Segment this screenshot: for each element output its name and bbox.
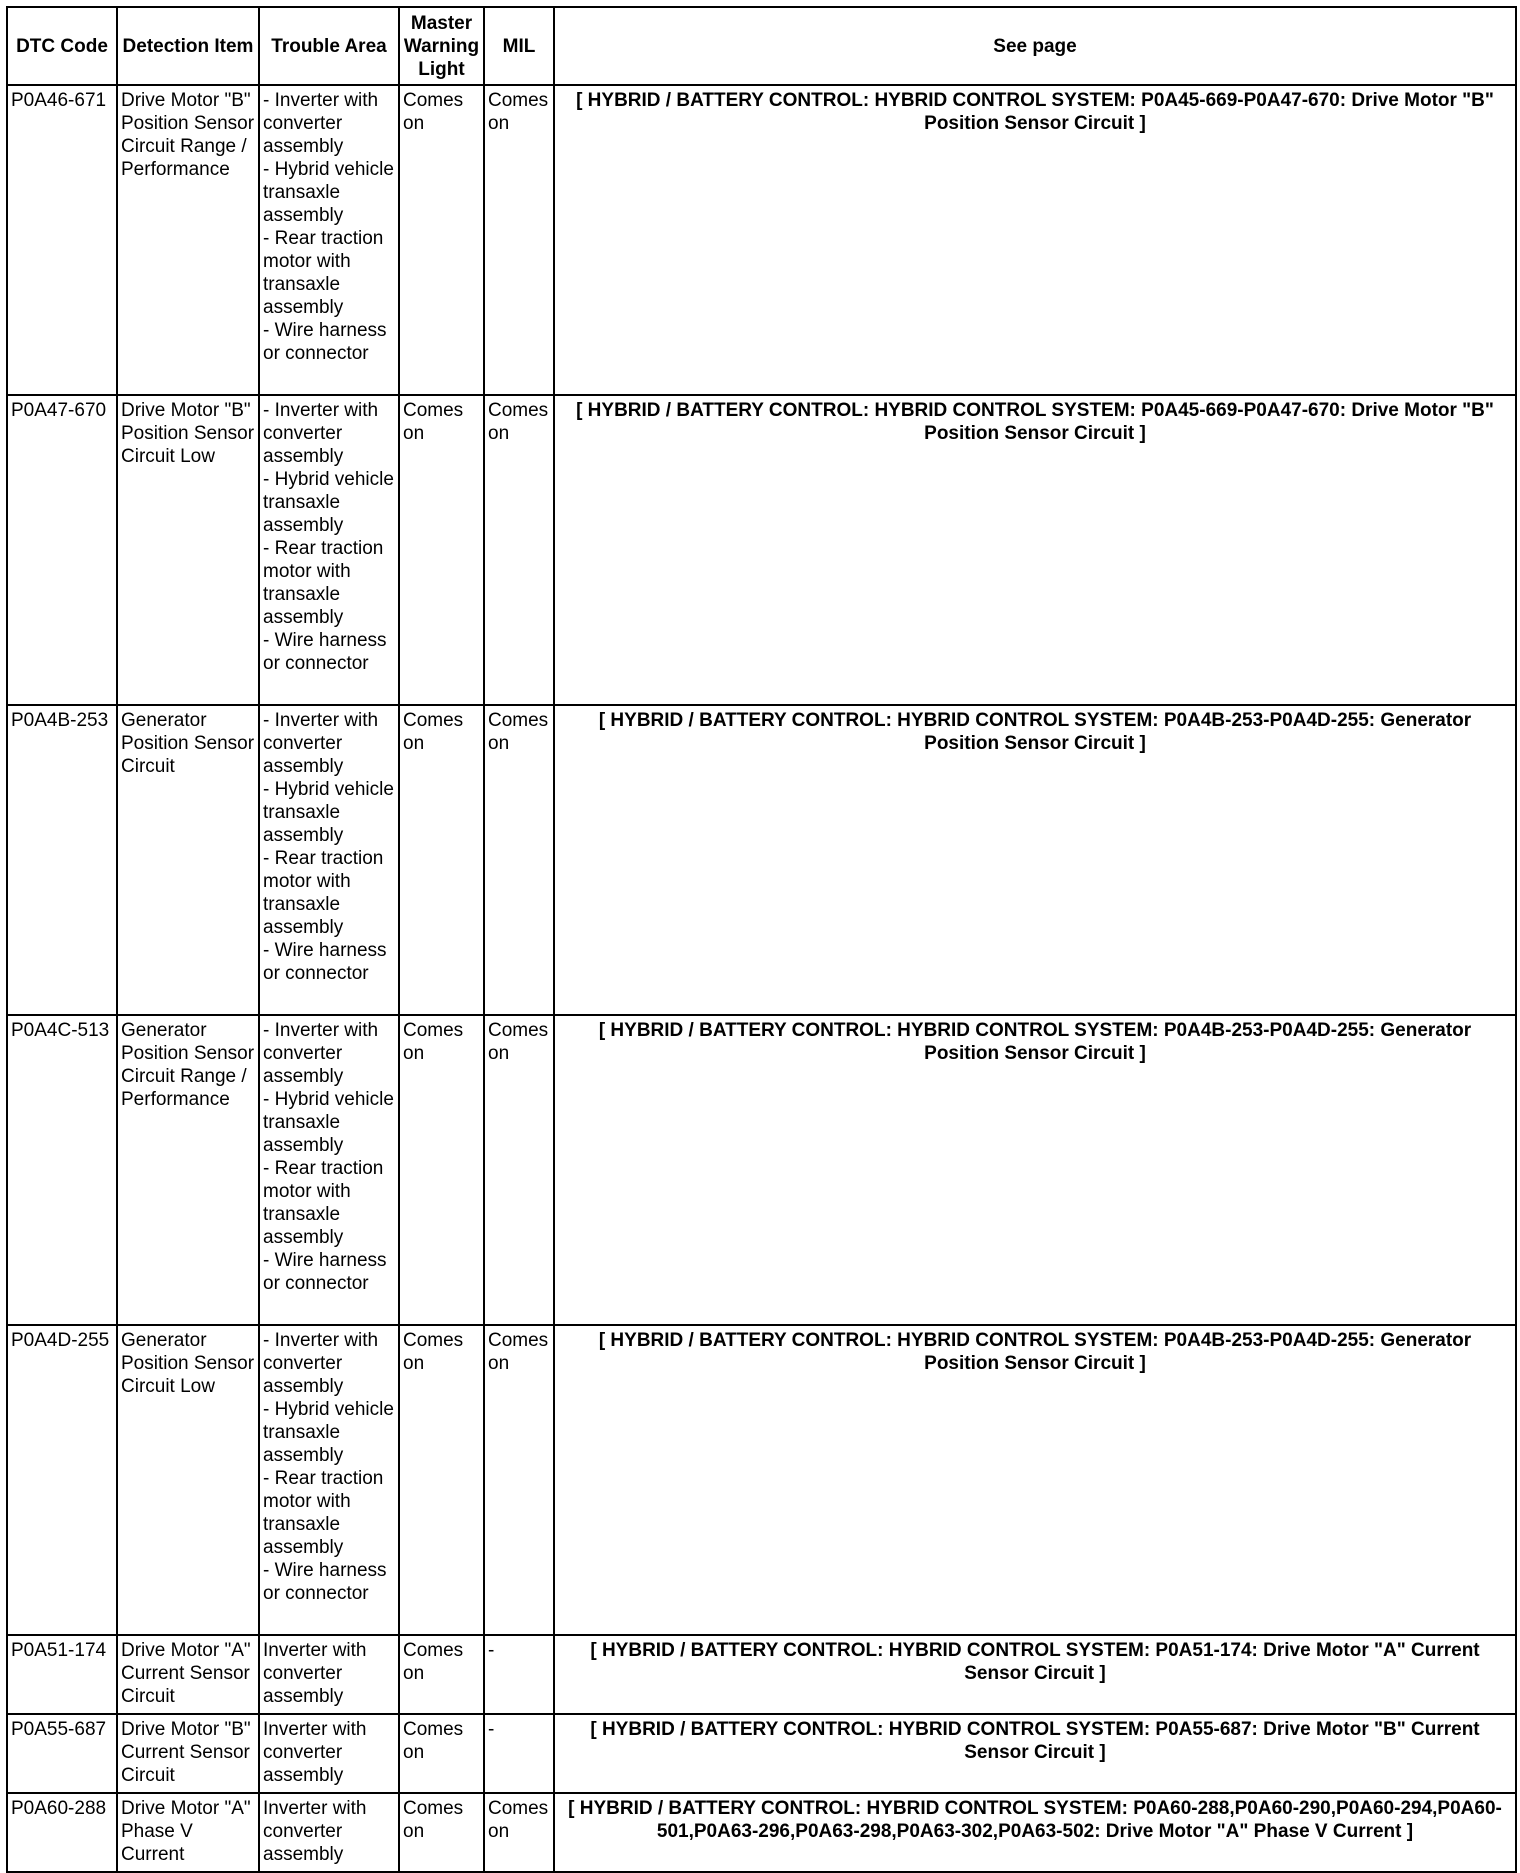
table-row [7, 1793, 1516, 1872]
mil-cell: Comes on [484, 1793, 554, 1872]
mil-cell: - [484, 1714, 554, 1793]
header-mil: MIL [484, 7, 554, 85]
trouble-area-cell: - Inverter with converter assembly - Hybrid vehicle transaxle assembly - Rear traction motor with transaxle assembly - Wire harness or connector [259, 1325, 399, 1635]
dtc-code-cell: P0A4C-513 [7, 1015, 117, 1325]
trouble-area-cell: Inverter with converter assembly [259, 1714, 399, 1793]
mil-cell: Comes on [484, 1015, 554, 1325]
detection-item-cell: Drive Motor "B" Position Sensor Circuit Range / Performance [117, 85, 259, 395]
see-page-link[interactable]: [ HYBRID / BATTERY CONTROL: HYBRID CONTROL SYSTEM: P0A4B-253-P0A4D-255: Generator Position Sensor Circuit ] [554, 705, 1516, 1015]
dtc-code-cell: P0A4B-253 [7, 705, 117, 1015]
detection-item-cell: Drive Motor "A" Phase V Current [117, 1793, 259, 1872]
trouble-area-cell: - Inverter with converter assembly - Hybrid vehicle transaxle assembly - Rear traction motor with transaxle assembly - Wire harness or connector [259, 705, 399, 1015]
see-page-link[interactable]: [ HYBRID / BATTERY CONTROL: HYBRID CONTROL SYSTEM: P0A45-669-P0A47-670: Drive Motor "B" Position Sensor Circuit ] [554, 85, 1516, 395]
see-page-link[interactable]: [ HYBRID / BATTERY CONTROL: HYBRID CONTROL SYSTEM: P0A4B-253-P0A4D-255: Generator Position Sensor Circuit ] [554, 1325, 1516, 1635]
header-trouble-area: Trouble Area [259, 7, 399, 85]
see-page-link[interactable]: [ HYBRID / BATTERY CONTROL: HYBRID CONTROL SYSTEM: P0A51-174: Drive Motor "A" Current Sensor Circuit ] [554, 1635, 1516, 1714]
table-row [7, 1635, 1516, 1714]
detection-item-cell: Generator Position Sensor Circuit [117, 705, 259, 1015]
header-see-page: See page [554, 7, 1516, 85]
table-row [7, 1325, 1516, 1635]
see-page-link[interactable]: [ HYBRID / BATTERY CONTROL: HYBRID CONTROL SYSTEM: P0A55-687: Drive Motor "B" Current Sensor Circuit ] [554, 1714, 1516, 1793]
mil-cell: Comes on [484, 705, 554, 1015]
dtc-code-cell: P0A4D-255 [7, 1325, 117, 1635]
master-warning-cell: Comes on [399, 1325, 484, 1635]
dtc-code-cell: P0A55-687 [7, 1714, 117, 1793]
mil-cell: Comes on [484, 395, 554, 705]
detection-item-cell: Drive Motor "B" Position Sensor Circuit Low [117, 395, 259, 705]
detection-item-cell: Generator Position Sensor Circuit Low [117, 1325, 259, 1635]
header-dtc-code: DTC Code [7, 7, 117, 85]
trouble-area-cell: Inverter with converter assembly [259, 1793, 399, 1872]
trouble-area-cell: Inverter with converter assembly [259, 1635, 399, 1714]
table-row [7, 1714, 1516, 1793]
master-warning-cell: Comes on [399, 85, 484, 395]
see-page-link[interactable]: [ HYBRID / BATTERY CONTROL: HYBRID CONTROL SYSTEM: P0A4B-253-P0A4D-255: Generator Position Sensor Circuit ] [554, 1015, 1516, 1325]
table-row [7, 85, 1516, 395]
trouble-area-cell: - Inverter with converter assembly - Hybrid vehicle transaxle assembly - Rear traction motor with transaxle assembly - Wire harness or connector [259, 1015, 399, 1325]
dtc-code-cell: P0A51-174 [7, 1635, 117, 1714]
dtc-code-cell: P0A60-288 [7, 1793, 117, 1872]
dtc-code-cell: P0A47-670 [7, 395, 117, 705]
master-warning-cell: Comes on [399, 1714, 484, 1793]
mil-cell: Comes on [484, 85, 554, 395]
table-row [7, 1015, 1516, 1325]
detection-item-cell: Generator Position Sensor Circuit Range / Performance [117, 1015, 259, 1325]
trouble-area-cell: - Inverter with converter assembly - Hybrid vehicle transaxle assembly - Rear traction motor with transaxle assembly - Wire harness or connector [259, 395, 399, 705]
table-header-row [7, 7, 1516, 85]
trouble-area-cell: - Inverter with converter assembly - Hybrid vehicle transaxle assembly - Rear traction motor with transaxle assembly - Wire harness or connector [259, 85, 399, 395]
master-warning-cell: Comes on [399, 1015, 484, 1325]
master-warning-cell: Comes on [399, 395, 484, 705]
detection-item-cell: Drive Motor "A" Current Sensor Circuit [117, 1635, 259, 1714]
master-warning-cell: Comes on [399, 1793, 484, 1872]
mil-cell: - [484, 1635, 554, 1714]
mil-cell: Comes on [484, 1325, 554, 1635]
table-row [7, 395, 1516, 705]
header-detection-item: Detection Item [117, 7, 259, 85]
table-row [7, 705, 1516, 1015]
see-page-link[interactable]: [ HYBRID / BATTERY CONTROL: HYBRID CONTROL SYSTEM: P0A45-669-P0A47-670: Drive Motor "B" Position Sensor Circuit ] [554, 395, 1516, 705]
dtc-code-cell: P0A46-671 [7, 85, 117, 395]
dtc-table [6, 6, 1517, 1873]
detection-item-cell: Drive Motor "B" Current Sensor Circuit [117, 1714, 259, 1793]
master-warning-cell: Comes on [399, 1635, 484, 1714]
master-warning-cell: Comes on [399, 705, 484, 1015]
header-master-warning-light: Master Warning Light [399, 7, 484, 85]
see-page-link[interactable]: [ HYBRID / BATTERY CONTROL: HYBRID CONTROL SYSTEM: P0A60-288,P0A60-290,P0A60-294,P0A60-501,P0A63-296,P0A63-298,P0A63-302,P0A63-502: Drive Motor "A" Phase V Current ] [554, 1793, 1516, 1872]
